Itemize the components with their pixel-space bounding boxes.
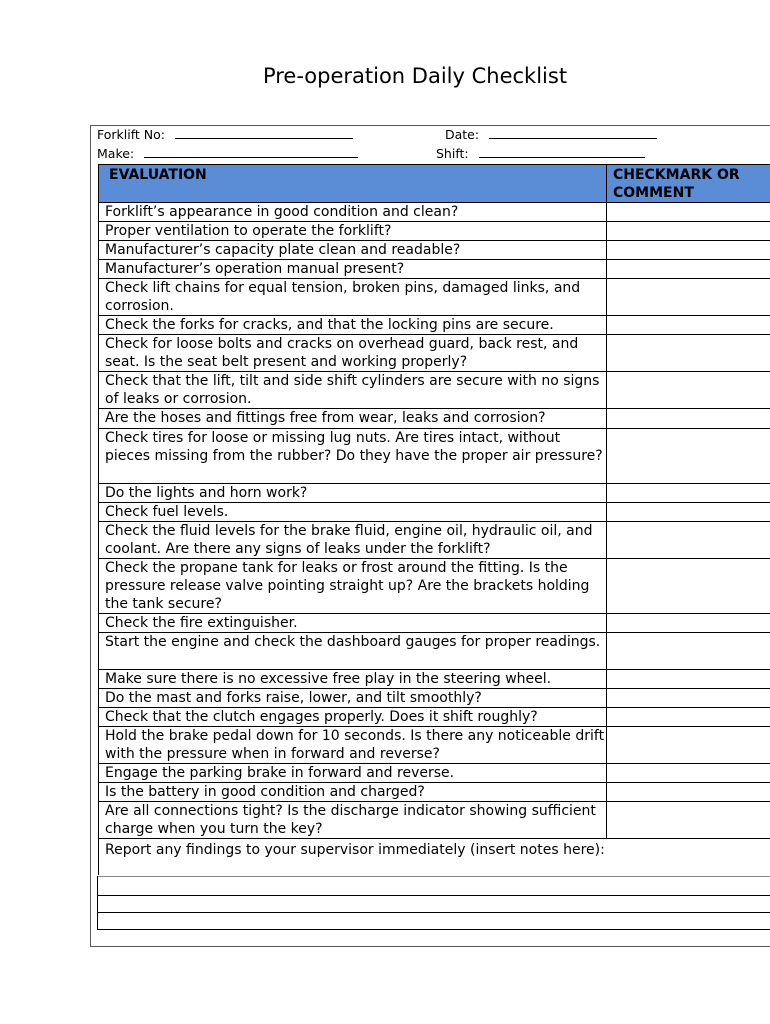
checkmark-cell[interactable] [607,372,770,409]
evaluation-item: Do the lights and horn work? [99,484,607,503]
checkmark-cell[interactable] [607,522,770,559]
checkmark-cell[interactable] [607,279,770,316]
make-input[interactable] [144,146,358,158]
evaluation-item: Check that the clutch engages properly. Does it shift roughly? [99,708,607,727]
table-row [99,241,770,260]
evaluation-item: Are the hoses and fittings free from wear, leaks and corrosion? [99,409,607,429]
evaluation-item: Proper ventilation to operate the forklift? [99,222,607,241]
date-input[interactable] [489,127,657,139]
evaluation-item: Check lift chains for equal tension, broken pins, damaged links, and corrosion. [99,279,607,316]
checkmark-cell[interactable] [607,503,770,522]
evaluation-item: Engage the parking brake in forward and reverse. [99,764,607,783]
checkmark-cell[interactable] [607,614,770,633]
table-row [99,689,770,708]
shift-input[interactable] [479,146,645,158]
checkmark-cell[interactable] [607,335,770,372]
checkmark-cell[interactable] [607,708,770,727]
checkmark-cell[interactable] [607,764,770,783]
shift-label: Shift: [436,146,469,161]
table-row [99,670,770,689]
table-row [99,484,770,503]
shift-field[interactable] [436,146,645,161]
forklift-no-label: Forklift No: [97,127,165,142]
table-row [99,522,770,559]
evaluation-item: Manufacturer’s operation manual present? [99,260,607,279]
checkmark-cell[interactable] [607,260,770,279]
evaluation-item: Manufacturer’s capacity plate clean and readable? [99,241,607,260]
evaluation-item: Check the fluid levels for the brake fluid, engine oil, hydraulic oil, and coolant. Are there any signs of leaks under the forklift? [99,522,607,559]
table-row [99,409,770,429]
page-title: Pre-operation Daily Checklist [262,64,568,88]
table-header-row [99,165,770,203]
date-label: Date: [445,127,480,142]
table-row [99,633,770,670]
evaluation-item: Hold the brake pedal down for 10 seconds. Is there any noticeable drift with the pressure when in forward and reverse? [99,727,607,764]
make-field[interactable] [97,146,358,161]
forklift-no-field[interactable] [97,127,353,142]
checkmark-cell[interactable] [607,727,770,764]
table-row [99,203,770,222]
checkmark-cell[interactable] [607,559,770,614]
table-row [99,372,770,409]
forklift-no-input[interactable] [175,127,353,139]
table-row [99,764,770,783]
evaluation-header: EVALUATION [99,165,607,203]
checkmark-cell[interactable] [607,633,770,670]
table-row [99,260,770,279]
evaluation-item: Forklift’s appearance in good condition and clean? [99,203,607,222]
evaluation-item: Make sure there is no excessive free play in the steering wheel. [99,670,607,689]
date-field[interactable] [445,127,657,142]
evaluation-item: Do the mast and forks raise, lower, and tilt smoothly? [99,689,607,708]
evaluation-item: Check the propane tank for leaks or frost around the fitting. Is the pressure release valve pointing straight up? Are the brackets holding the tank secure? [99,559,607,614]
evaluation-item: Check for loose bolts and cracks on overhead guard, back rest, and seat. Is the seat belt present and working properly? [99,335,607,372]
evaluation-item: Check that the lift, tilt and side shift cylinders are secure with no signs of leaks or corrosion. [99,372,607,409]
notes-line[interactable] [98,929,770,930]
table-row [99,279,770,316]
table-row [99,316,770,335]
report-row [99,839,770,875]
table-row [99,727,770,764]
table-row [99,429,770,484]
table-row [99,614,770,633]
table-row [99,559,770,614]
table-row [99,802,770,839]
table-row [99,222,770,241]
checkmark-cell[interactable] [607,203,770,222]
report-findings-text[interactable]: Report any findings to your supervisor immediately (insert notes here): [99,839,770,875]
checkmark-cell[interactable] [607,783,770,802]
checkmark-cell[interactable] [607,429,770,484]
make-label: Make: [97,146,135,161]
checkmark-cell[interactable] [607,802,770,839]
checkmark-cell[interactable] [607,409,770,429]
table-row [99,503,770,522]
notes-line[interactable] [98,876,770,877]
checkmark-cell[interactable] [607,689,770,708]
evaluation-item: Check the fire extinguisher. [99,614,607,633]
checkmark-cell[interactable] [607,484,770,503]
table-row [99,783,770,802]
notes-left-border [97,876,98,930]
checklist-table [98,164,770,875]
evaluation-item: Check the forks for cracks, and that the locking pins are secure. [99,316,607,335]
evaluation-item: Is the battery in good condition and charged? [99,783,607,802]
notes-line[interactable] [98,912,770,913]
checkmark-cell[interactable] [607,222,770,241]
table-row [99,335,770,372]
evaluation-item: Check fuel levels. [99,503,607,522]
checkmark-cell[interactable] [607,316,770,335]
evaluation-item: Start the engine and check the dashboard gauges for proper readings. [99,633,607,670]
table-row [99,708,770,727]
checkmark-cell[interactable] [607,670,770,689]
checkmark-header: CHECKMARK OR COMMENT [607,165,770,203]
evaluation-item: Are all connections tight? Is the discharge indicator showing sufficient charge when you turn the key? [99,802,607,839]
evaluation-item: Check tires for loose or missing lug nuts. Are tires intact, without pieces missing from the rubber? Do they have the proper air pressure? [99,429,607,484]
checkmark-cell[interactable] [607,241,770,260]
notes-line[interactable] [98,895,770,896]
